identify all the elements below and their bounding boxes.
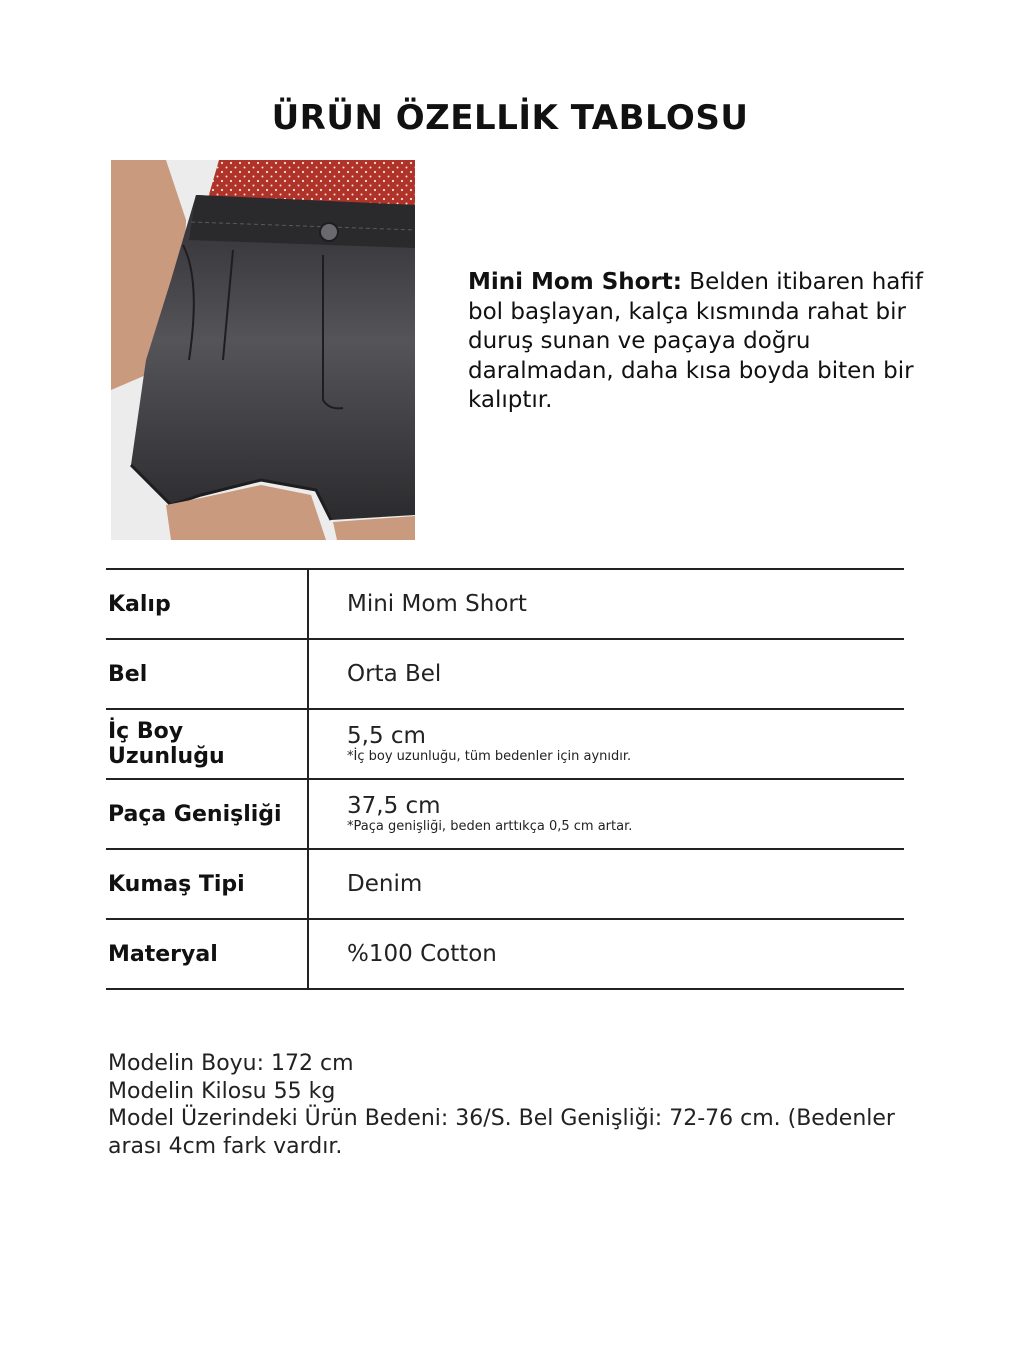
denim-shorts-image — [111, 160, 415, 540]
spec-value: 5,5 cm — [347, 723, 426, 749]
spec-value-cell — [347, 710, 887, 778]
spec-row-bel — [106, 640, 904, 710]
page-title: ÜRÜN ÖZELLİK TABLOSU — [271, 98, 749, 138]
product-description — [468, 268, 938, 416]
column-divider — [307, 780, 309, 848]
spec-note: *İç boy uzunluğu, tüm bedenler için aynıdır. — [347, 749, 632, 764]
spec-value-cell — [347, 780, 887, 848]
spec-row-kalip — [106, 570, 904, 640]
spec-value: %100 Cotton — [347, 941, 497, 967]
column-divider — [307, 850, 309, 918]
spec-value-cell — [347, 570, 887, 638]
spec-row-ic-boy — [106, 710, 904, 780]
spec-value-cell — [347, 850, 887, 918]
column-divider — [307, 710, 309, 778]
column-divider — [307, 570, 309, 638]
spec-row-paca — [106, 780, 904, 850]
spec-label: Kumaş Tipi — [108, 871, 245, 897]
spec-value: Mini Mom Short — [347, 591, 527, 617]
model-size: Model Üzerindeki Ürün Bedeni: 36/S. Bel Genişliği: 72-76 cm. (Bedenler arası 4cm fark vardır. — [108, 1106, 895, 1159]
column-divider — [307, 920, 309, 988]
spec-label: İç Boy Uzunluğu — [108, 719, 225, 769]
description-text: Belden itibaren hafif bol başlayan, kalça kısmında rahat bir duruş sunan ve paçaya doğru daralmadan, daha kısa boyda biten bir kalıptır. — [468, 269, 923, 413]
spec-note: *Paça genişliği, beden arttıkça 0,5 cm artar. — [347, 819, 633, 834]
spec-row-kumas — [106, 850, 904, 920]
spec-value: Denim — [347, 871, 423, 897]
column-divider — [307, 640, 309, 708]
model-info — [108, 1050, 908, 1160]
spec-value-cell — [347, 640, 887, 708]
spec-table — [106, 568, 904, 990]
spec-label: Bel — [108, 661, 148, 687]
spec-value: Orta Bel — [347, 661, 442, 687]
description-term: Mini Mom Short: — [468, 269, 682, 295]
model-weight: Modelin Kilosu 55 kg — [108, 1078, 336, 1104]
spec-value-cell — [347, 920, 887, 988]
model-height: Modelin Boyu: 172 cm — [108, 1051, 354, 1076]
spec-value: 37,5 cm — [347, 793, 441, 819]
spec-row-materyal — [106, 920, 904, 990]
spec-label: Paça Genişliği — [108, 801, 282, 827]
product-photo — [111, 160, 415, 540]
spec-label: Kalıp — [108, 591, 171, 617]
spec-label: Materyal — [108, 941, 218, 967]
